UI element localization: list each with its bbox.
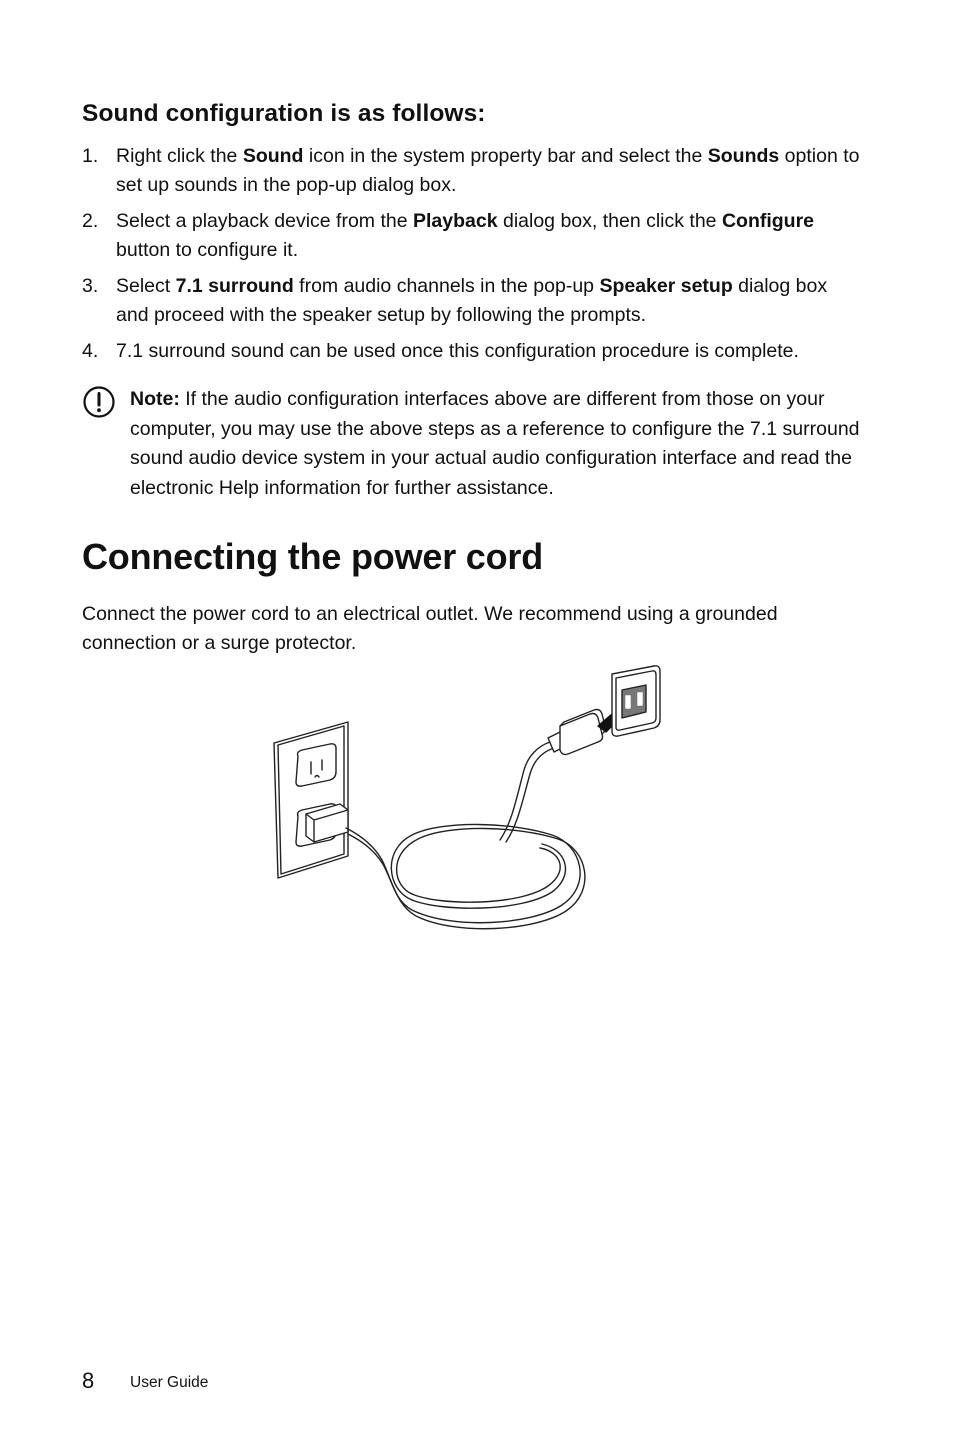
sound-config-steps	[82, 142, 862, 373]
page-number: 8	[82, 1368, 95, 1393]
step-text: Select a playback device from the Playback dialog box, then click the Configure button to configure it.	[116, 210, 815, 261]
step-number: 4.	[82, 340, 99, 362]
step-item	[82, 142, 862, 200]
note-label: Note:	[130, 388, 180, 410]
step-item	[82, 272, 862, 330]
step-number: 1.	[82, 145, 99, 167]
power-cord-outlet-illustration	[262, 660, 672, 950]
step-number: 2.	[82, 210, 99, 232]
step-text: Select 7.1 surround from audio channels in the pop-up Speaker setup dialog box and proceed with the speaker setup by following the prompts.	[116, 275, 828, 326]
step-number: 3.	[82, 275, 99, 297]
appliance-inlet	[612, 666, 660, 736]
power-cord	[346, 742, 585, 929]
step-item	[82, 337, 862, 366]
step-item	[82, 207, 862, 265]
power-section-body: Connect the power cord to an electrical outlet. We recommend using a grounded connection or a surge protector.	[82, 603, 778, 654]
sound-config-heading: Sound configuration is as follows:	[82, 100, 486, 127]
note-text: Note: If the audio configuration interfaces above are different from those on your computer, you may use the above steps as a reference to configure the 7.1 surround sound audio device system in your actual audio configuration interface and read the electronic Help information for further assistance.	[130, 388, 860, 499]
step-text: Right click the Sound icon in the system property bar and select the Sounds option to set up sounds in the pop-up dialog box.	[116, 145, 860, 196]
exclamation-circle-icon	[82, 385, 116, 419]
power-section-title: Connecting the power cord	[82, 536, 544, 577]
wall-outlet-icon	[274, 722, 348, 878]
appliance-plug	[548, 710, 606, 755]
step-text: 7.1 surround sound can be used once this configuration procedure is complete.	[116, 340, 799, 362]
note-block	[82, 385, 862, 503]
footer-title: User Guide	[130, 1374, 209, 1391]
